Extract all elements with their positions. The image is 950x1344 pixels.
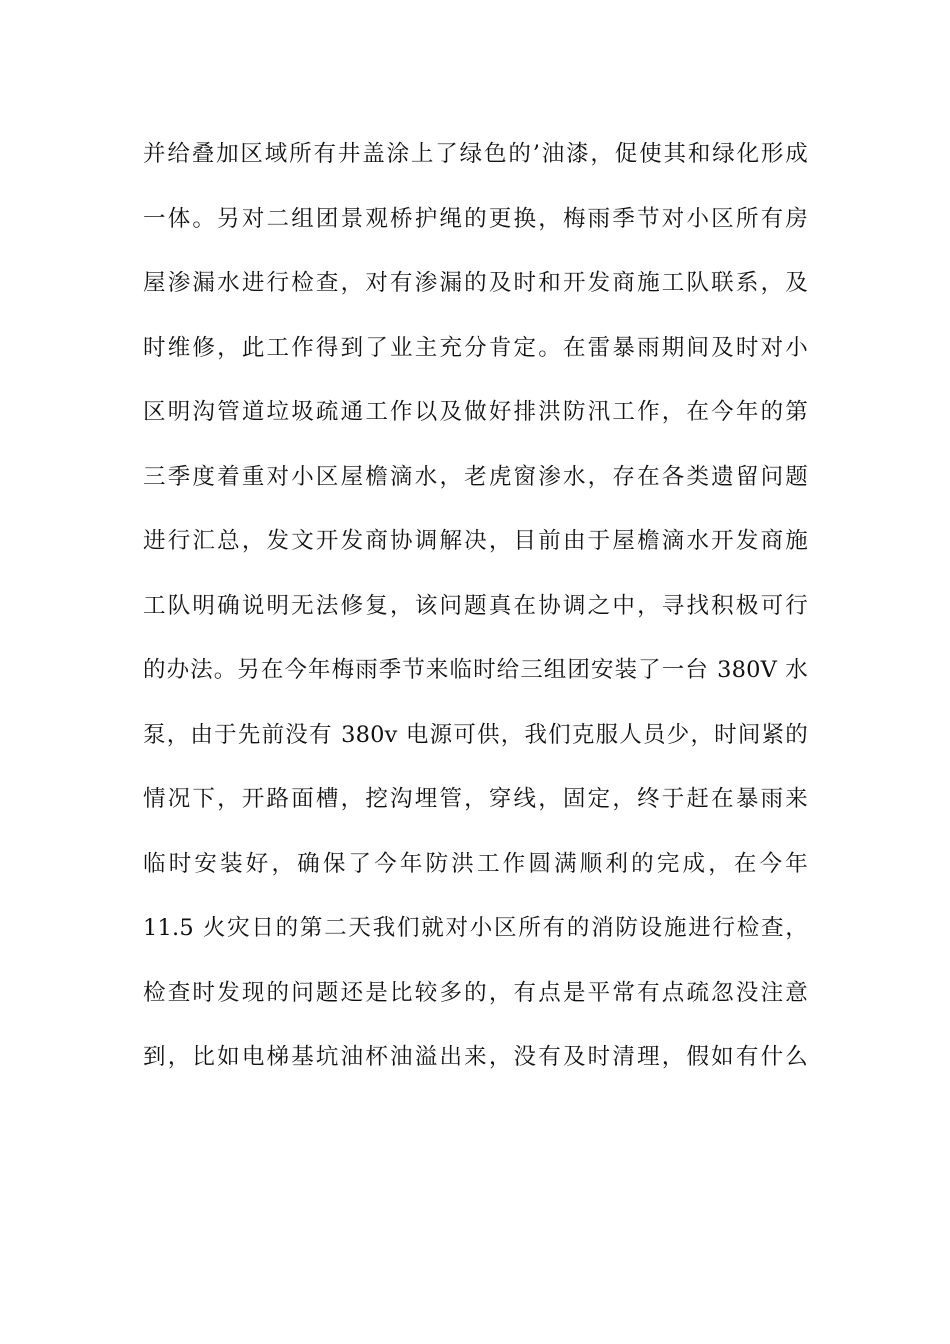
- text-line: 进行汇总，发文开发商协调解决，目前由于屋檐滴水开发商施: [143, 528, 808, 554]
- text-line: 泵，由于先前没有 380v 电源可供，我们克服人员少，时间紧的: [143, 721, 808, 748]
- text-line: 临时安装好，确保了今年防洪工作圆满顺利的完成，在今年: [143, 850, 808, 877]
- text-line: 屋渗漏水进行检查，对有渗漏的及时和开发商施工队联系，及: [143, 270, 808, 296]
- text-line: 情况下，开路面槽，挖沟埋管，穿线，固定，终于赶在暴雨来: [143, 786, 808, 812]
- text-line: 三季度着重对小区屋檐滴水，老虎窗渗水，存在各类遗留问题: [143, 463, 808, 490]
- body-text: [143, 132, 808, 1100]
- text-line: 的办法。另在今年梅雨季节来临时给三组团安装了一台 380V 水: [143, 657, 808, 683]
- text-line: 并给叠加区域所有井盖涂上了绿色的’油漆，促使其和绿化形成: [143, 141, 808, 167]
- text-line: 区明沟管道垃圾疏通工作以及做好排洪防汛工作，在今年的第: [143, 399, 808, 425]
- text-line: 11.5 火灾日的第二天我们就对小区所有的消防设施进行检查，: [143, 915, 808, 941]
- text-line: 时维修，此工作得到了业主充分肯定。在雷暴雨期间及时对小: [143, 334, 808, 361]
- text-line: 工队明确说明无法修复，该问题真在协调之中，寻找积极可行: [143, 592, 808, 619]
- text-line: 一体。另对二组团景观桥护绳的更换，梅雨季节对小区所有房: [143, 205, 808, 232]
- text-line: 到，比如电梯基坑油杯油溢出来，没有及时清理，假如有什么: [143, 1044, 808, 1070]
- text-line: 检查时发现的问题还是比较多的，有点是平常有点疏忽没注意: [143, 979, 808, 1006]
